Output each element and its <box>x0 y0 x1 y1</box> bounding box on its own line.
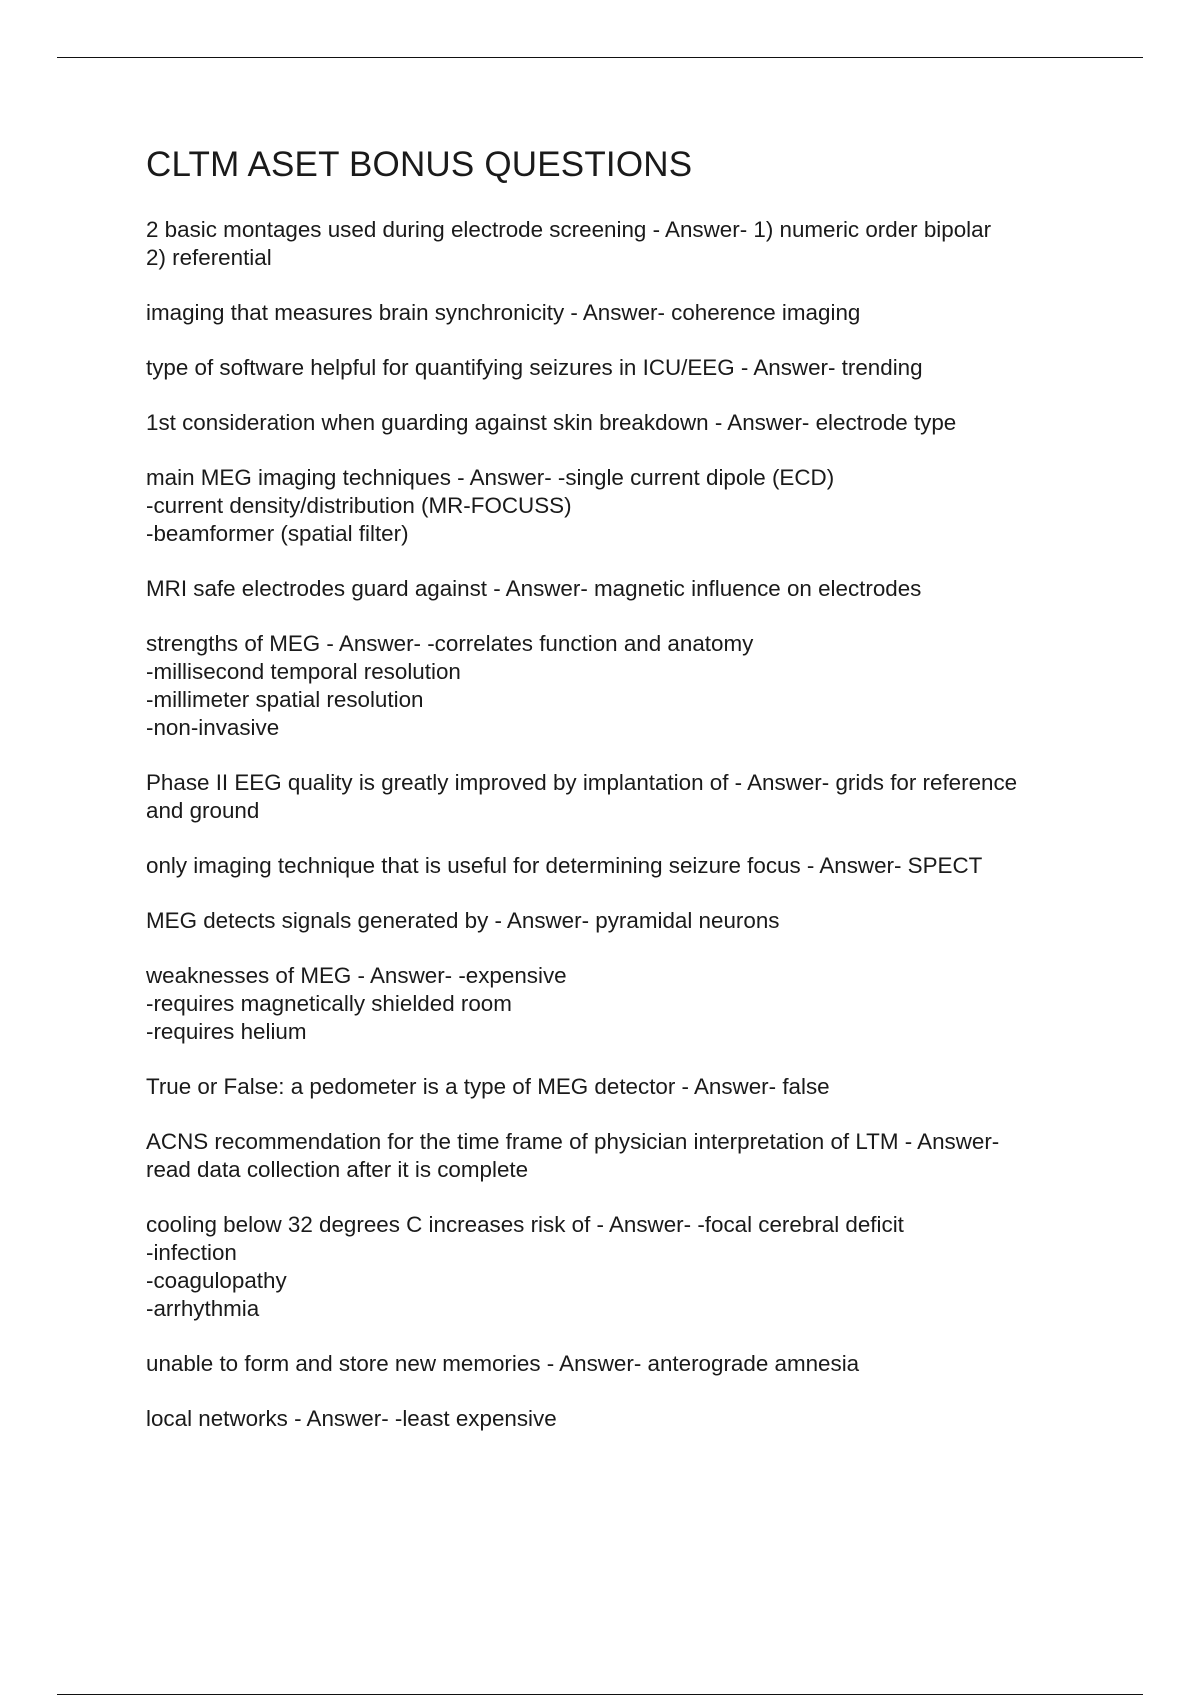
qa-item: True or False: a pedometer is a type of MEG detector - Answer- false <box>146 1074 830 1099</box>
document-body <box>146 142 1106 1460</box>
qa-item: 2 basic montages used during electrode screening - Answer- 1) numeric order bipolar 2) referential <box>146 217 992 270</box>
qa-item: 1st consideration when guarding against skin breakdown - Answer- electrode type <box>146 410 957 435</box>
qa-item: local networks - Answer- -least expensive <box>146 1406 557 1431</box>
page-title: CLTM ASET BONUS QUESTIONS <box>146 145 693 184</box>
qa-item: strengths of MEG - Answer- -correlates function and anatomy -millisecond temporal resolution -millimeter spatial resolution -non-invasive <box>146 631 754 740</box>
qa-item: Phase II EEG quality is greatly improved by implantation of - Answer- grids for reference and ground <box>146 770 1018 823</box>
qa-item: weaknesses of MEG - Answer- -expensive -requires magnetically shielded room -requires helium <box>146 963 567 1044</box>
qa-item: MRI safe electrodes guard against - Answer- magnetic influence on electrodes <box>146 576 922 601</box>
qa-item: unable to form and store new memories - Answer- anterograde amnesia <box>146 1351 860 1376</box>
qa-item: MEG detects signals generated by - Answer- pyramidal neurons <box>146 908 780 933</box>
top-rule <box>57 57 1143 58</box>
bottom-rule <box>57 1694 1143 1695</box>
qa-item: only imaging technique that is useful for determining seizure focus - Answer- SPECT <box>146 853 983 878</box>
qa-item: main MEG imaging techniques - Answer- -single current dipole (ECD) -current density/distribution (MR-FOCUSS) -beamformer (spatial filter) <box>146 465 835 546</box>
qa-item: type of software helpful for quantifying seizures in ICU/EEG - Answer- trending <box>146 355 923 380</box>
qa-item: ACNS recommendation for the time frame of physician interpretation of LTM - Answer- read data collection after it is complete <box>146 1129 1000 1182</box>
qa-item: imaging that measures brain synchronicity - Answer- coherence imaging <box>146 300 861 325</box>
qa-item: cooling below 32 degrees C increases risk of - Answer- -focal cerebral deficit -infection -coagulopathy -arrhythmia <box>146 1212 904 1321</box>
